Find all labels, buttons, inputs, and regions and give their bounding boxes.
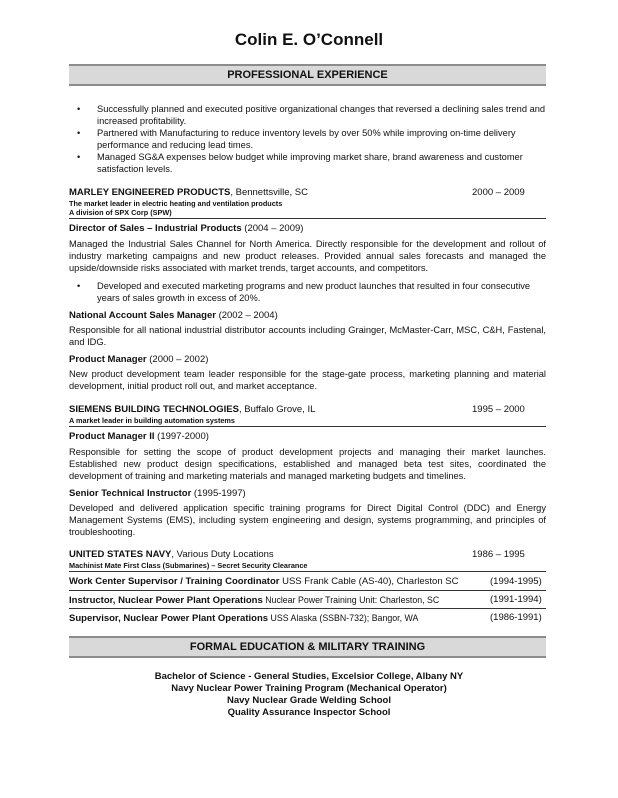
position-description: Developed and delivered application specific training programs for Direct Digital Control (DDC) and Energy Management Systems (EMS), including system engineering and design, systems programming, and principles of troubleshooting. [69,503,546,537]
position-title: Product Manager (2000 – 2002) [69,354,209,365]
employer-location: , Buffalo Grove, IL [238,404,316,415]
position-title: Director of Sales – Industrial Products (2004 – 2009) [69,223,304,234]
employer-dates: 2000 – 2009 [472,187,525,198]
employer-name: MARLEY ENGINEERED PRODUCTS [69,187,231,198]
position-description: New product development team leader responsible for the stage-gate process, marketing planning and material development, initial product roll out, and market acceptance. [69,369,546,391]
employer-tagline: A division of SPX Corp (SPW) [69,208,172,217]
position-title: National Account Sales Manager (2002 – 2004) [69,310,278,321]
bullet-icon: • [77,128,81,138]
candidate-name: Colin E. O’Connell [234,30,384,49]
employer-tagline: Machinist Mate First Class (Submarines) – Secret Security Clearance [69,561,308,570]
employer-tagline: A market leader in building automation systems [69,416,235,425]
navy-role-row: Supervisor, Nuclear Power Plant Operations USS Alaska (SSBN-732); Bangor, WA (1986-1991) [69,612,542,624]
employer-location: , Bennettsville, SC [230,187,308,198]
education-item: Navy Nuclear Grade Welding School [226,695,391,706]
employer-tagline: The market leader in electric heating and ventilation products [69,199,283,208]
divider [69,571,546,572]
divider [69,608,546,609]
position-description: Managed the Industrial Sales Channel for North America. Directly responsible for the development and rollout of industry marketing campaigns and new product releases. Provided annual sales forecasts and managed the upside/downside risks associated with market trends, target accounts, and competitors. [69,239,546,273]
position-description: Responsible for setting the scope of product development projects and managing their market launches. Established new product design specifications, established and managed beta test sites, coordinated the development of training and marketing materials and managed marketing budgets and timelines. [69,447,546,481]
position-description: Responsible for all national industrial distributor accounts including Grainger, McMaster-Carr, MSC, C&H, Fastenal, and IDG. [69,325,546,347]
employer-row [69,187,546,199]
section-header-experience: PROFESSIONAL EXPERIENCE [69,64,546,86]
employer-dates: 1995 – 2000 [472,404,525,415]
education-item: Navy Nuclear Power Training Program (Mechanical Operator) [171,683,447,694]
education-item: Bachelor of Science - General Studies, Excelsior College, Albany NY [154,671,464,682]
employer-location: , Various Duty Locations [171,549,274,560]
divider [69,590,546,591]
summary-bullet: • Successfully planned and executed positive organizational changes that reversed a declining sales trend and increased profitability. [77,104,546,126]
summary-bullet: • Managed SG&A expenses below budget while improving market share, brand awareness and customer satisfaction levels. [77,152,523,174]
education-item: Quality Assurance Inspector School [227,707,391,718]
navy-role-row: Work Center Supervisor / Training Coordinator USS Frank Cable (AS-40), Charleston SC (1994-1995) [69,576,542,587]
employer-name: SIEMENS BUILDING TECHNOLOGIES [69,404,239,415]
divider [69,426,546,427]
bullet-icon: • [77,104,81,114]
section-header-education: FORMAL EDUCATION & MILITARY TRAINING [69,636,546,658]
position-title: Senior Technical Instructor (1995-1997) [69,488,246,499]
employer-row [69,549,546,561]
employer-name: UNITED STATES NAVY [69,549,172,560]
employer-dates: 1986 – 1995 [472,549,525,560]
achievement-bullet: • Developed and executed marketing programs and new product launches that resulted in four consecutive years of sales growth in excess of 20%. [77,281,531,303]
summary-bullet: • Partnered with Manufacturing to reduce inventory levels by over 50% while improving on-time delivery performance and reducing lead times. [77,128,516,150]
navy-role-row: Instructor, Nuclear Power Plant Operations Nuclear Power Training Unit: Charleston, SC (1991-1994) [69,594,542,606]
bullet-icon: • [77,152,81,162]
bullet-icon: • [77,281,81,291]
employer-row [69,404,546,416]
position-title: Product Manager II (1997-2000) [69,431,209,442]
divider [69,218,546,219]
